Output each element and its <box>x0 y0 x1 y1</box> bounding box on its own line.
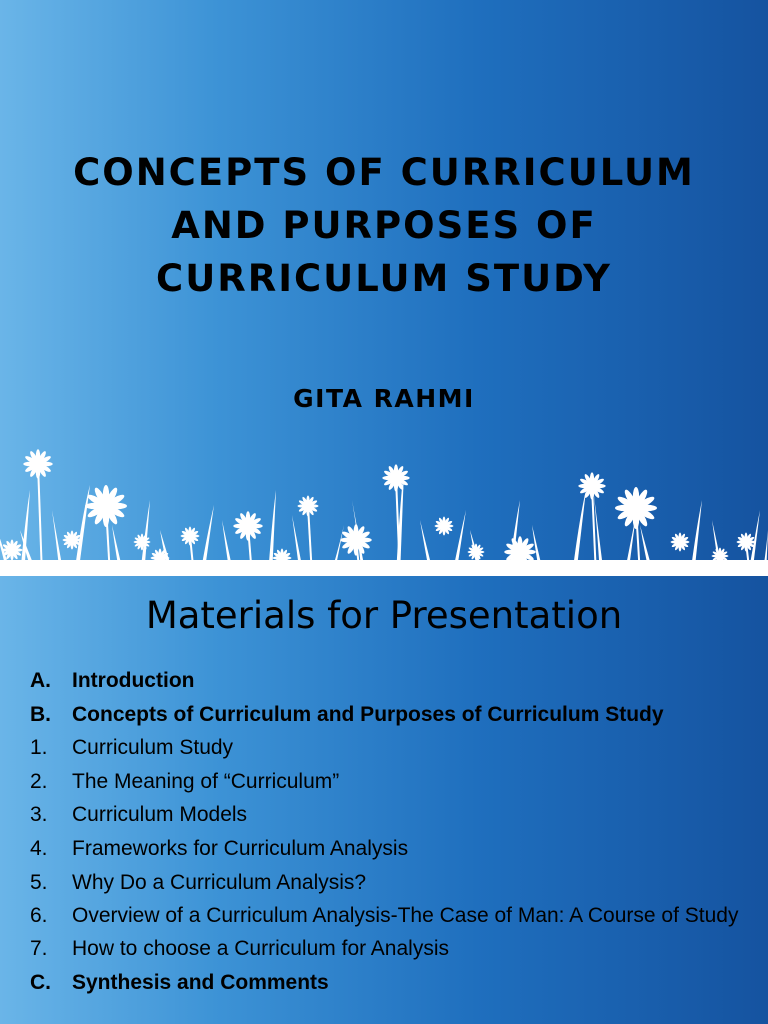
contents-list <box>30 664 750 999</box>
flowers-decoration <box>0 430 768 576</box>
list-marker: 5. <box>30 870 48 894</box>
list-marker: 7. <box>30 937 48 961</box>
list-item <box>30 664 750 698</box>
list-text: Curriculum Models <box>72 803 248 827</box>
list-text: Curriculum Study <box>72 736 234 760</box>
list-marker: A. <box>30 669 51 692</box>
list-marker: C. <box>30 970 51 994</box>
title-line-2: AND PURPOSES OF <box>171 204 597 247</box>
list-item <box>30 765 750 799</box>
list-marker: 2. <box>30 769 48 793</box>
slide-title <box>20 146 748 305</box>
list-item <box>30 832 750 866</box>
list-item <box>30 731 750 765</box>
list-text: The Meaning of “Curriculum” <box>72 769 340 793</box>
list-text: Synthesis and Comments <box>72 970 329 994</box>
list-item <box>30 698 750 732</box>
contents-slide <box>0 576 768 1024</box>
list-marker: 6. <box>30 904 48 928</box>
list-text: How to choose a Curriculum for Analysis <box>72 937 449 961</box>
list-text: Concepts of Curriculum and Purposes of Curriculum Study <box>72 702 664 726</box>
list-text: Introduction <box>72 669 195 692</box>
list-marker: 1. <box>30 736 48 760</box>
list-marker: 4. <box>30 836 48 860</box>
list-item <box>30 966 750 1000</box>
title-line-1: CONCEPTS OF CURRICULUM <box>73 151 695 194</box>
list-text: Why Do a Curriculum Analysis? <box>72 870 367 894</box>
list-text: Frameworks for Curriculum Analysis <box>72 836 409 860</box>
list-item <box>30 932 750 966</box>
list-marker: 3. <box>30 803 48 827</box>
contents-title: Materials for Presentation <box>145 594 623 637</box>
list-item <box>30 866 750 900</box>
list-item <box>30 899 750 932</box>
list-item <box>30 798 750 832</box>
list-marker: B. <box>30 702 51 726</box>
title-line-3: CURRICULUM STUDY <box>156 257 612 300</box>
author-name: GITA RAHMI <box>293 384 475 413</box>
list-text: Overview of a Curriculum Analysis-The Case of Man: A Course of Study <box>72 904 739 928</box>
